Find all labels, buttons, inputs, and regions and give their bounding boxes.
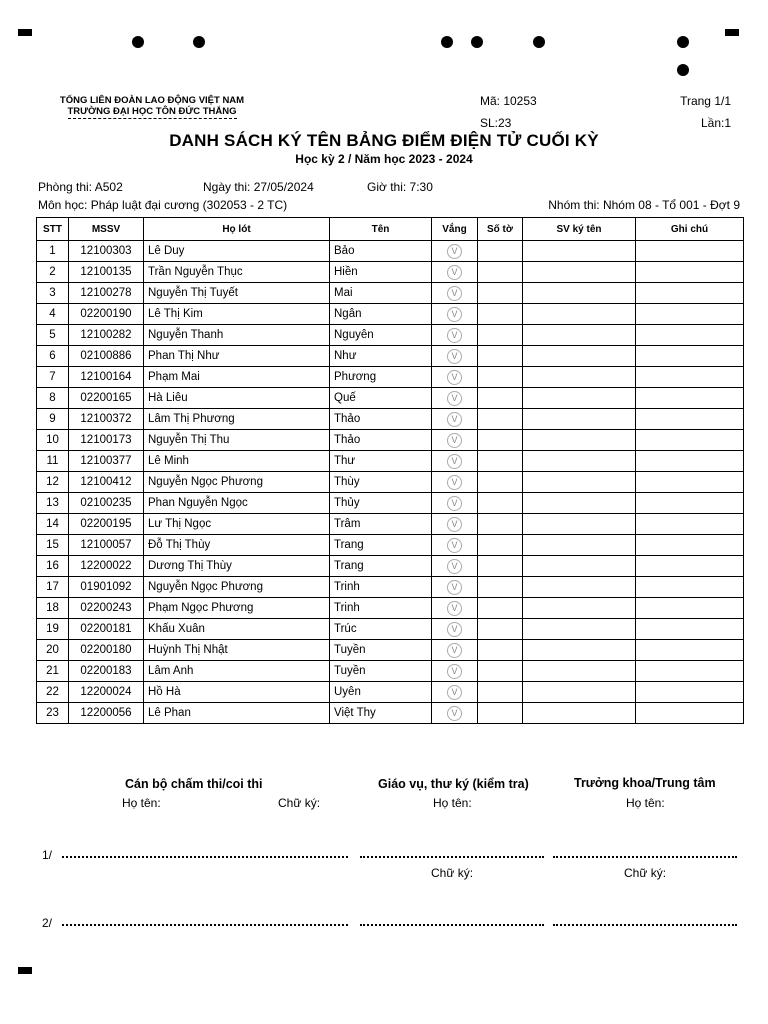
absent-checkbox[interactable]: V xyxy=(447,685,462,700)
cell-mssv: 02200181 xyxy=(69,619,144,640)
absent-checkbox[interactable]: V xyxy=(447,559,462,574)
cell-ho-lot: Hà Liêu xyxy=(144,388,330,409)
cell-ten: Uyên xyxy=(330,682,432,703)
timing-dot xyxy=(471,36,483,48)
cell-so-to[interactable] xyxy=(478,262,523,283)
cell-sv-ky-ten[interactable] xyxy=(523,409,636,430)
absent-checkbox[interactable]: V xyxy=(447,307,462,322)
table-row xyxy=(37,325,744,346)
cell-ten: Việt Thy xyxy=(330,703,432,724)
absent-checkbox[interactable]: V xyxy=(447,475,462,490)
cell-ghi-chu[interactable] xyxy=(636,619,744,640)
col-header-sv-ky-ten: SV ký tên xyxy=(523,218,636,241)
cell-vang xyxy=(432,241,478,262)
signature-line-1-head[interactable] xyxy=(553,856,737,858)
table-row xyxy=(37,241,744,262)
cell-so-to[interactable] xyxy=(478,493,523,514)
cell-vang xyxy=(432,493,478,514)
cell-ten: Thư xyxy=(330,451,432,472)
cell-sv-ky-ten[interactable] xyxy=(523,640,636,661)
cell-mssv: 02200165 xyxy=(69,388,144,409)
registration-mark-bottom-left xyxy=(18,967,32,974)
cell-stt: 8 xyxy=(37,388,69,409)
cell-sv-ky-ten[interactable] xyxy=(523,472,636,493)
cell-ho-lot: Lư Thị Ngọc xyxy=(144,514,330,535)
cell-ghi-chu[interactable] xyxy=(636,283,744,304)
cell-stt: 22 xyxy=(37,682,69,703)
exam-group: Nhóm thi: Nhóm 08 - Tổ 001 - Đợt 9 xyxy=(548,198,740,212)
cell-vang xyxy=(432,409,478,430)
page-subtitle: Học kỳ 2 / Năm học 2023 - 2024 xyxy=(295,152,473,166)
registration-mark-top-left xyxy=(18,29,32,36)
cell-ho-lot: Phạm Mai xyxy=(144,367,330,388)
cell-sv-ky-ten[interactable] xyxy=(523,619,636,640)
exam-room: Phòng thi: A502 xyxy=(38,180,123,194)
absent-checkbox[interactable]: V xyxy=(447,538,462,553)
table-header-row xyxy=(37,218,744,241)
cell-ghi-chu[interactable] xyxy=(636,493,744,514)
absent-checkbox[interactable]: V xyxy=(447,244,462,259)
cell-vang xyxy=(432,346,478,367)
absent-checkbox[interactable]: V xyxy=(447,643,462,658)
cell-ten: Bảo xyxy=(330,241,432,262)
cell-ghi-chu[interactable] xyxy=(636,304,744,325)
cell-stt: 19 xyxy=(37,619,69,640)
cell-sv-ky-ten[interactable] xyxy=(523,241,636,262)
cell-ten: Trinh xyxy=(330,577,432,598)
col-header-ten: Tên xyxy=(330,218,432,241)
cell-sv-ky-ten[interactable] xyxy=(523,451,636,472)
table-row xyxy=(37,367,744,388)
cell-ghi-chu[interactable] xyxy=(636,535,744,556)
university-name: TRƯỜNG ĐẠI HỌC TÔN ĐỨC THẮNG xyxy=(67,106,237,117)
table-row xyxy=(37,535,744,556)
cell-ten: Thủy xyxy=(330,493,432,514)
cell-ghi-chu[interactable] xyxy=(636,577,744,598)
col-header-vang: Vắng xyxy=(432,218,478,241)
proctor-name-label: Họ tên: xyxy=(122,796,161,810)
cell-mssv: 02200195 xyxy=(69,514,144,535)
cell-so-to[interactable] xyxy=(478,346,523,367)
cell-so-to[interactable] xyxy=(478,472,523,493)
absent-checkbox[interactable]: V xyxy=(447,412,462,427)
cell-so-to[interactable] xyxy=(478,451,523,472)
cell-mssv: 12100282 xyxy=(69,325,144,346)
cell-ten: Trang xyxy=(330,556,432,577)
table-row xyxy=(37,283,744,304)
cell-ho-lot: Trần Nguyễn Thục xyxy=(144,262,330,283)
cell-ghi-chu[interactable] xyxy=(636,451,744,472)
cell-sv-ky-ten[interactable] xyxy=(523,598,636,619)
signature-line-2-proctor[interactable] xyxy=(62,924,348,926)
signature-line-2-head[interactable] xyxy=(553,924,737,926)
cell-ghi-chu[interactable] xyxy=(636,388,744,409)
cell-sv-ky-ten[interactable] xyxy=(523,577,636,598)
cell-ten: Ngân xyxy=(330,304,432,325)
cell-vang xyxy=(432,325,478,346)
cell-sv-ky-ten[interactable] xyxy=(523,346,636,367)
cell-ho-lot: Phạm Ngọc Phương xyxy=(144,598,330,619)
absent-checkbox[interactable]: V xyxy=(447,391,462,406)
cell-ten: Phương xyxy=(330,367,432,388)
table-row xyxy=(37,556,744,577)
cell-ten: Tuyền xyxy=(330,640,432,661)
cell-sv-ky-ten[interactable] xyxy=(523,703,636,724)
cell-so-to[interactable] xyxy=(478,409,523,430)
cell-ho-lot: Lâm Anh xyxy=(144,661,330,682)
cell-mssv: 12100377 xyxy=(69,451,144,472)
cell-stt: 21 xyxy=(37,661,69,682)
cell-mssv: 02200243 xyxy=(69,598,144,619)
cell-stt: 15 xyxy=(37,535,69,556)
cell-ho-lot: Dương Thị Thùy xyxy=(144,556,330,577)
signature-line-1-label: 1/ xyxy=(42,848,53,862)
cell-vang xyxy=(432,514,478,535)
timing-dot xyxy=(677,64,689,76)
cell-ho-lot: Lâm Thị Phương xyxy=(144,409,330,430)
cell-ho-lot: Nguyễn Thị Tuyết xyxy=(144,283,330,304)
signature-line-2-label: 2/ xyxy=(42,916,53,930)
cell-so-to[interactable] xyxy=(478,367,523,388)
cell-sv-ky-ten[interactable] xyxy=(523,325,636,346)
cell-ho-lot: Đỗ Thị Thùy xyxy=(144,535,330,556)
organization-block xyxy=(52,95,252,119)
cell-sv-ky-ten[interactable] xyxy=(523,430,636,451)
cell-stt: 20 xyxy=(37,640,69,661)
cell-stt: 9 xyxy=(37,409,69,430)
exam-subject: Môn học: Pháp luật đại cương (302053 - 2 TC) xyxy=(38,198,288,212)
absent-checkbox[interactable]: V xyxy=(447,286,462,301)
cell-sv-ky-ten[interactable] xyxy=(523,556,636,577)
table-row xyxy=(37,577,744,598)
table-row xyxy=(37,493,744,514)
signature-line-1-academic[interactable] xyxy=(360,856,544,858)
cell-ghi-chu[interactable] xyxy=(636,409,744,430)
table-row xyxy=(37,346,744,367)
cell-sv-ky-ten[interactable] xyxy=(523,661,636,682)
cell-stt: 6 xyxy=(37,346,69,367)
cell-ten: Thảo xyxy=(330,409,432,430)
cell-vang xyxy=(432,598,478,619)
cell-sv-ky-ten[interactable] xyxy=(523,535,636,556)
cell-so-to[interactable] xyxy=(478,598,523,619)
cell-ten: Trúc xyxy=(330,619,432,640)
cell-ho-lot: Lê Phan xyxy=(144,703,330,724)
table-row xyxy=(37,682,744,703)
cell-mssv: 12100057 xyxy=(69,535,144,556)
cell-so-to[interactable] xyxy=(478,661,523,682)
cell-vang xyxy=(432,283,478,304)
cell-ten: Thùy xyxy=(330,472,432,493)
cell-stt: 10 xyxy=(37,430,69,451)
cell-vang xyxy=(432,703,478,724)
cell-ten: Tuyền xyxy=(330,661,432,682)
timing-dot xyxy=(441,36,453,48)
timing-dot xyxy=(533,36,545,48)
table-row xyxy=(37,640,744,661)
timing-dot xyxy=(193,36,205,48)
academic-name-label: Họ tên: xyxy=(433,796,472,810)
col-header-stt: STT xyxy=(37,218,69,241)
absent-checkbox[interactable]: V xyxy=(447,328,462,343)
page-title: DANH SÁCH KÝ TÊN BẢNG ĐIỂM ĐIỆN TỬ CUỐI KỲ xyxy=(169,131,599,150)
cell-ten: Nguyên xyxy=(330,325,432,346)
cell-vang xyxy=(432,556,478,577)
cell-ghi-chu[interactable] xyxy=(636,682,744,703)
cell-stt: 12 xyxy=(37,472,69,493)
cell-ghi-chu[interactable] xyxy=(636,556,744,577)
col-header-ghi-chu: Ghi chú xyxy=(636,218,744,241)
cell-vang xyxy=(432,388,478,409)
registration-mark-top-right xyxy=(725,29,739,36)
cell-so-to[interactable] xyxy=(478,514,523,535)
cell-mssv: 02200183 xyxy=(69,661,144,682)
cell-vang xyxy=(432,304,478,325)
cell-stt: 2 xyxy=(37,262,69,283)
cell-ghi-chu[interactable] xyxy=(636,262,744,283)
cell-vang xyxy=(432,619,478,640)
cell-ho-lot: Huỳnh Thị Nhật xyxy=(144,640,330,661)
table-row xyxy=(37,304,744,325)
cell-vang xyxy=(432,367,478,388)
cell-stt: 11 xyxy=(37,451,69,472)
table-row xyxy=(37,514,744,535)
table-row xyxy=(37,388,744,409)
table-row xyxy=(37,661,744,682)
document-code: Mã: 10253 xyxy=(480,94,537,108)
exam-time: Giờ thi: 7:30 xyxy=(367,180,433,194)
cell-sv-ky-ten[interactable] xyxy=(523,283,636,304)
student-count: SL:23 xyxy=(480,116,512,130)
proctor-heading: Cán bộ chấm thi/coi thi xyxy=(125,777,263,791)
cell-so-to[interactable] xyxy=(478,682,523,703)
cell-ten: Như xyxy=(330,346,432,367)
head-sign-label: Chữ ký: xyxy=(624,866,667,880)
cell-mssv: 12100412 xyxy=(69,472,144,493)
cell-ho-lot: Hồ Hà xyxy=(144,682,330,703)
cell-vang xyxy=(432,640,478,661)
student-sign-table xyxy=(36,217,744,724)
cell-mssv: 12100164 xyxy=(69,367,144,388)
absent-checkbox[interactable]: V xyxy=(447,496,462,511)
cell-so-to[interactable] xyxy=(478,640,523,661)
cell-stt: 4 xyxy=(37,304,69,325)
cell-ghi-chu[interactable] xyxy=(636,661,744,682)
attempt-number: Lần:1 xyxy=(700,116,731,130)
cell-mssv: 12100303 xyxy=(69,241,144,262)
absent-checkbox[interactable]: V xyxy=(447,454,462,469)
cell-stt: 17 xyxy=(37,577,69,598)
timing-dot xyxy=(132,36,144,48)
cell-ghi-chu[interactable] xyxy=(636,514,744,535)
table-row xyxy=(37,262,744,283)
cell-vang xyxy=(432,472,478,493)
cell-stt: 1 xyxy=(37,241,69,262)
cell-sv-ky-ten[interactable] xyxy=(523,493,636,514)
cell-stt: 16 xyxy=(37,556,69,577)
timing-dot xyxy=(677,36,689,48)
signature-line-1-proctor[interactable] xyxy=(62,856,348,858)
cell-vang xyxy=(432,430,478,451)
head-heading: Trưởng khoa/Trung tâm xyxy=(574,776,716,790)
cell-vang xyxy=(432,262,478,283)
cell-stt: 5 xyxy=(37,325,69,346)
cell-so-to[interactable] xyxy=(478,430,523,451)
table-row xyxy=(37,472,744,493)
absent-checkbox[interactable]: V xyxy=(447,706,462,721)
proctor-sign-label: Chữ ký: xyxy=(278,796,321,810)
col-header-ho-lot: Họ lót xyxy=(144,218,330,241)
cell-ten: Thảo xyxy=(330,430,432,451)
cell-so-to[interactable] xyxy=(478,556,523,577)
academic-sign-label: Chữ ký: xyxy=(431,866,474,880)
cell-so-to[interactable] xyxy=(478,304,523,325)
cell-ten: Trinh xyxy=(330,598,432,619)
table-row xyxy=(37,451,744,472)
cell-ten: Mai xyxy=(330,283,432,304)
cell-so-to[interactable] xyxy=(478,241,523,262)
cell-ghi-chu[interactable] xyxy=(636,703,744,724)
cell-stt: 18 xyxy=(37,598,69,619)
page-number: Trang 1/1 xyxy=(680,94,731,108)
head-name-label: Họ tên: xyxy=(626,796,665,810)
cell-mssv: 12100173 xyxy=(69,430,144,451)
cell-vang xyxy=(432,577,478,598)
cell-ghi-chu[interactable] xyxy=(636,430,744,451)
cell-stt: 23 xyxy=(37,703,69,724)
cell-stt: 13 xyxy=(37,493,69,514)
exam-date: Ngày thi: 27/05/2024 xyxy=(203,180,314,194)
cell-ghi-chu[interactable] xyxy=(636,241,744,262)
cell-sv-ky-ten[interactable] xyxy=(523,682,636,703)
table-row xyxy=(37,430,744,451)
cell-ho-lot: Phan Thị Như xyxy=(144,346,330,367)
table-row xyxy=(37,619,744,640)
absent-checkbox[interactable]: V xyxy=(447,265,462,280)
cell-ghi-chu[interactable] xyxy=(636,598,744,619)
cell-so-to[interactable] xyxy=(478,283,523,304)
cell-ho-lot: Nguyễn Thanh xyxy=(144,325,330,346)
cell-stt: 7 xyxy=(37,367,69,388)
organization-name: TỔNG LIÊN ĐOÀN LAO ĐỘNG VIỆT NAM xyxy=(59,95,245,106)
absent-checkbox[interactable]: V xyxy=(447,370,462,385)
cell-ten: Quế xyxy=(330,388,432,409)
cell-so-to[interactable] xyxy=(478,388,523,409)
table-row xyxy=(37,703,744,724)
cell-ghi-chu[interactable] xyxy=(636,325,744,346)
cell-ho-lot: Khấu Xuân xyxy=(144,619,330,640)
cell-ghi-chu[interactable] xyxy=(636,640,744,661)
cell-vang xyxy=(432,451,478,472)
cell-ho-lot: Nguyễn Ngọc Phương xyxy=(144,577,330,598)
cell-mssv: 02100886 xyxy=(69,346,144,367)
cell-sv-ky-ten[interactable] xyxy=(523,388,636,409)
cell-so-to[interactable] xyxy=(478,619,523,640)
cell-stt: 14 xyxy=(37,514,69,535)
cell-ho-lot: Lê Thị Kim xyxy=(144,304,330,325)
col-header-so-to: Số tờ xyxy=(478,218,523,241)
cell-sv-ky-ten[interactable] xyxy=(523,304,636,325)
cell-mssv: 02200180 xyxy=(69,640,144,661)
cell-mssv: 12100135 xyxy=(69,262,144,283)
cell-stt: 3 xyxy=(37,283,69,304)
cell-vang xyxy=(432,661,478,682)
signature-line-2-academic[interactable] xyxy=(360,924,544,926)
absent-checkbox[interactable]: V xyxy=(447,664,462,679)
cell-sv-ky-ten[interactable] xyxy=(523,367,636,388)
cell-sv-ky-ten[interactable] xyxy=(523,262,636,283)
cell-ho-lot: Nguyễn Ngọc Phương xyxy=(144,472,330,493)
cell-mssv: 12100278 xyxy=(69,283,144,304)
cell-vang xyxy=(432,535,478,556)
cell-ghi-chu[interactable] xyxy=(636,472,744,493)
cell-so-to[interactable] xyxy=(478,325,523,346)
cell-ten: Trang xyxy=(330,535,432,556)
cell-so-to[interactable] xyxy=(478,703,523,724)
cell-mssv: 01901092 xyxy=(69,577,144,598)
cell-mssv: 12200024 xyxy=(69,682,144,703)
table-row xyxy=(37,598,744,619)
academic-heading: Giáo vụ, thư ký (kiểm tra) xyxy=(378,777,529,791)
cell-mssv: 02100235 xyxy=(69,493,144,514)
cell-mssv: 12100372 xyxy=(69,409,144,430)
cell-sv-ky-ten[interactable] xyxy=(523,514,636,535)
cell-so-to[interactable] xyxy=(478,577,523,598)
cell-mssv: 12200056 xyxy=(69,703,144,724)
absent-checkbox[interactable]: V xyxy=(447,601,462,616)
cell-ghi-chu[interactable] xyxy=(636,367,744,388)
cell-mssv: 02200190 xyxy=(69,304,144,325)
absent-checkbox[interactable]: V xyxy=(447,622,462,637)
cell-ho-lot: Phan Nguyễn Ngọc xyxy=(144,493,330,514)
absent-checkbox[interactable]: V xyxy=(447,349,462,364)
cell-ten: Trâm xyxy=(330,514,432,535)
cell-ho-lot: Lê Minh xyxy=(144,451,330,472)
cell-ho-lot: Nguyễn Thị Thu xyxy=(144,430,330,451)
absent-checkbox[interactable]: V xyxy=(447,580,462,595)
cell-ho-lot: Lê Duy xyxy=(144,241,330,262)
table-row xyxy=(37,409,744,430)
absent-checkbox[interactable]: V xyxy=(447,517,462,532)
cell-ghi-chu[interactable] xyxy=(636,346,744,367)
cell-mssv: 12200022 xyxy=(69,556,144,577)
cell-ten: Hiền xyxy=(330,262,432,283)
col-header-mssv: MSSV xyxy=(69,218,144,241)
cell-vang xyxy=(432,682,478,703)
cell-so-to[interactable] xyxy=(478,535,523,556)
absent-checkbox[interactable]: V xyxy=(447,433,462,448)
